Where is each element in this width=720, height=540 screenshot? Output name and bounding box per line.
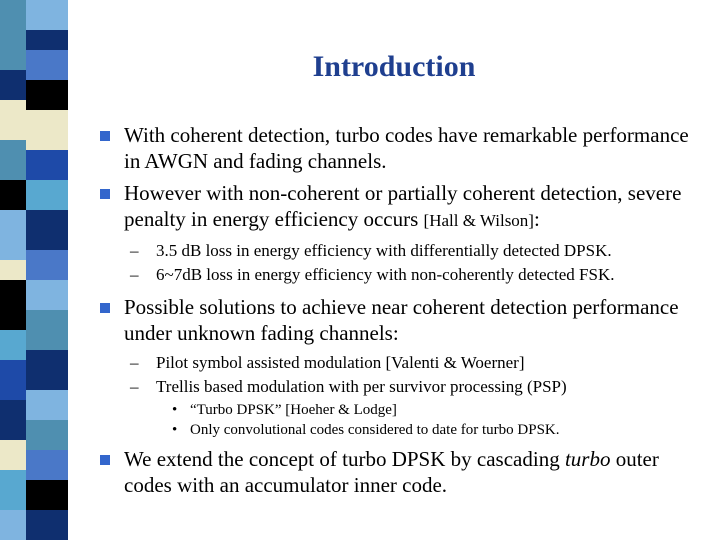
bullet-item: [100, 294, 710, 346]
sub-bullet-text: 3.5 dB loss in energy efficiency with differentially detected DPSK.: [156, 241, 612, 260]
bullet-text-end: outer codes with an accumulator inner code.: [124, 447, 659, 497]
dash-marker: –: [130, 377, 139, 396]
sub-sub-bullet-item: [100, 400, 710, 420]
sub-sub-bullet-item: [100, 420, 710, 440]
bullet-text: However with non-coherent or partially coherent detection, severe penalty in energy efficiency occurs: [124, 181, 682, 231]
square-bullet-icon: [100, 189, 110, 199]
bullet-item: [100, 180, 710, 234]
square-bullet-icon: [100, 455, 110, 465]
bullet-item: [100, 122, 710, 174]
sub-bullet-item: [100, 240, 710, 262]
bullet-text: Possible solutions to achieve near coherent detection performance under unknown fading channels:: [124, 295, 679, 345]
slide-title: Introduction: [312, 50, 476, 83]
dot-marker: •: [172, 422, 178, 438]
dash-marker: –: [130, 265, 139, 284]
sub-bullet-text: 6~7dB loss in energy efficiency with non-coherently detected FSK.: [156, 265, 615, 284]
dash-marker: –: [130, 353, 139, 372]
emphasis-text: turbo: [564, 447, 611, 471]
sub-bullet-item: [100, 352, 710, 374]
sub-sub-bullet-text: “Turbo DPSK” [Hoeher & Lodge]: [190, 402, 397, 418]
bullet-suffix: :: [533, 207, 540, 231]
dot-marker: •: [172, 402, 178, 418]
bullet-text: With coherent detection, turbo codes have remarkable performance in AWGN and fading channels.: [124, 123, 689, 173]
sub-bullet-text: Trellis based modulation with per survivor processing (PSP): [156, 377, 567, 396]
bullet-text: We extend the concept of turbo DPSK by cascading: [124, 447, 565, 471]
sub-bullet-text: Pilot symbol assisted modulation [Valenti & Woerner]: [156, 353, 525, 372]
sub-bullet-item: [100, 264, 710, 286]
square-bullet-icon: [100, 131, 110, 141]
dash-marker: –: [130, 241, 139, 260]
slide-body: [100, 122, 710, 504]
square-bullet-icon: [100, 303, 110, 313]
bullet-item: [100, 446, 710, 498]
sub-bullet-item: [100, 376, 710, 398]
decorative-stripe: [0, 0, 68, 540]
sub-sub-bullet-text: Only convolutional codes considered to date for turbo DPSK.: [190, 422, 560, 438]
citation: [Hall & Wilson]: [423, 211, 534, 230]
